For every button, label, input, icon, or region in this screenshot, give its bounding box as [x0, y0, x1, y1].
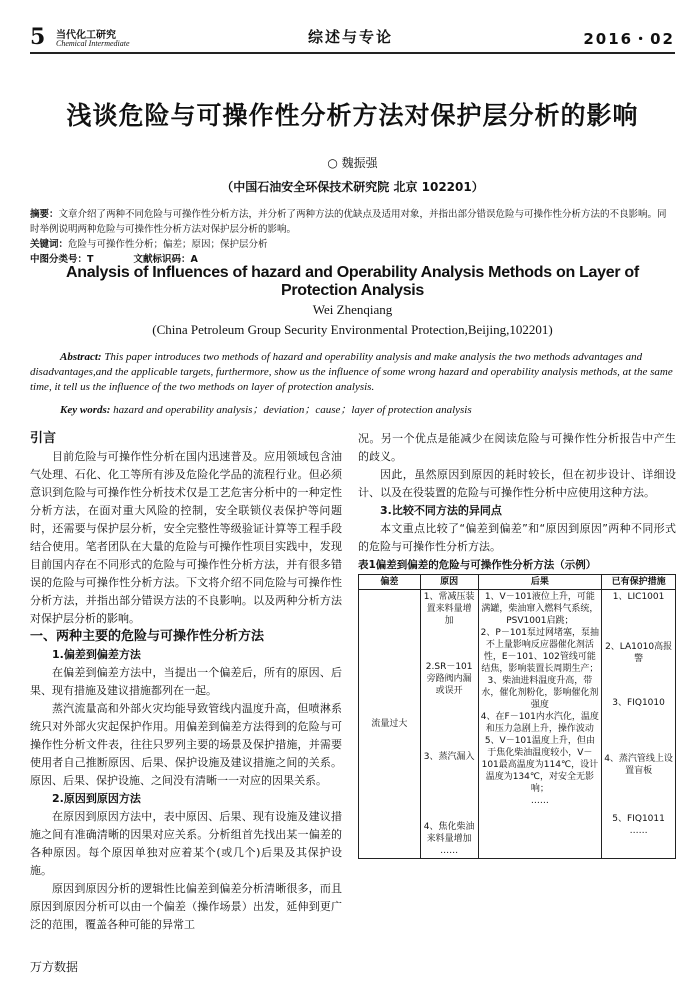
section3-heading: 3.比较不同方法的异同点: [380, 504, 502, 517]
clc-value: T: [87, 254, 94, 265]
keywords-cn-label: 关键词：: [30, 239, 69, 250]
page-number: 5: [30, 24, 46, 50]
consequences-cell: [478, 590, 602, 859]
causes-cell: [420, 590, 478, 859]
keywords-cn-text: 危险与可操作性分析；偏差；原因；保护层分析: [68, 239, 268, 250]
safeguard-item: 2、LA1010高报警: [605, 642, 673, 664]
table-row: [359, 590, 676, 859]
table-header-row: [359, 575, 676, 590]
abstract-cn-block: [30, 207, 675, 267]
safeguard-item: 3、FIQ1010: [612, 698, 665, 708]
safeguard-item: ……: [629, 826, 648, 836]
deviation-cell: 流量过大: [359, 590, 421, 859]
journal-name-en: Chemical Intermediate: [56, 39, 130, 48]
author-cn: ○ 魏振强: [327, 156, 378, 170]
abstract-en-text: This paper introduces two methods of hazard and operability analysis and make analysis the two methods advantages and disadvantages,and the applicable targets, furthermore, show us the influence of some wrong hazard and operability analysis methods, at the same time, it tell us the influence of the two methods on layer of protection analysis.: [30, 351, 673, 393]
cause-item: 4、焦化柴油来料量增加: [423, 822, 475, 844]
section1-1-paragraph-2: 蒸汽流量高和外部火灾均能导致管线内温度升高，但喷淋系统只对外部火灾起保护作用。用偏差到偏差方法得到的危险与可操作性分析文件表，往往只罗列主要的场景及保护措施，并需要使用者自己推断原因、后果、保护设施及建议措施之间的关系。原因、后果、保护设施、之间没有清晰一一对应的因果关系。: [30, 702, 342, 787]
keywords-en: [60, 401, 675, 417]
abstract-cn: [30, 207, 675, 237]
doc-code-value: A: [190, 254, 198, 265]
right-paragraph-2: 因此，虽然原因到原因的耗时较长，但在初步设计、详细设计、以及在役装置的危险与可操作性分析中应使用这种方法。: [358, 468, 676, 499]
keywords-en-text: hazard and operability analysis；deviation；cause；layer of protection analysis: [113, 404, 472, 416]
cause-item: 3、蒸汽漏入: [423, 752, 475, 762]
section1-2-paragraph-2: 原因到原因分析的逻辑性比偏差到偏差分析清晰很多，而且原因到原因分析可以由一个偏差（操作场景）出发，延伸到更广泛的范围，覆盖各种可能的异常工: [30, 882, 342, 931]
table-header-cell: 偏差: [359, 575, 421, 590]
table-header-cell: 已有保护措施: [602, 575, 676, 590]
clc-label: 中图分类号：: [30, 254, 88, 265]
abstract-en-label: Abstract:: [60, 351, 102, 363]
consequence-item: 1、V－101液位上升，可能满罐，柴油窜入燃料气系统，PSV1001启跳；: [481, 592, 599, 626]
consequence-item: ……: [530, 796, 549, 806]
left-column: [30, 430, 342, 934]
section1-1-heading: 1.偏差到偏差方法: [52, 648, 141, 661]
consequence-item: 2、P－101泵过网堵塞，泵抽不上量影响反应器催化剂活性，E－101、102管线可能结焦，影响装置长周期生产；: [480, 628, 600, 674]
section1-2-heading: 2.原因到原因方法: [52, 792, 141, 805]
keywords-cn: [30, 237, 675, 252]
cause-item: ……: [440, 846, 459, 856]
footer-watermark: 万方数据: [30, 960, 79, 974]
right-paragraph-3: 本文重点比较了“偏差到偏差”和“原因到原因”两种不同形式的危险与可操作性分析方法。: [358, 522, 676, 553]
table-header-cell: 后果: [478, 575, 602, 590]
intro-heading: 引言: [30, 431, 57, 446]
affiliation-en: (China Petroleum Group Security Environmental Protection,Beijing,102201): [152, 322, 553, 337]
safeguard-item: 1、LIC1001: [612, 592, 665, 602]
section-name: 综述与专论: [308, 28, 394, 46]
safeguard-item: 5、FIQ1011: [612, 814, 665, 824]
author-en: Wei Zhenqiang: [312, 302, 393, 317]
right-column: [358, 430, 676, 859]
section1-1-paragraph-1: 在偏差到偏差方法中，当提出一个偏差后，所有的原因、后果、现有措施及建议措施都列在一起。: [30, 666, 342, 697]
keywords-en-label: Key words:: [60, 404, 111, 416]
journal-name-cn: 当代化工研究: [56, 30, 116, 41]
safeguards-cell: [602, 590, 676, 859]
abstract-cn-text: 文章介绍了两种不同危险与可操作性分析方法，并分析了两种方法的优缺点及适用对象，并指出部分错误危险与可操作性分析方法的不良影响。同时举例说明两种危险与可操作性分析方法对保护层分析的影响。: [30, 209, 667, 235]
issue-date: 2016・02: [583, 30, 675, 48]
cause-item: 1、常减压装置来料量增加: [423, 592, 475, 626]
abstract-en: [30, 350, 675, 395]
table-caption: 表1偏差到偏差的危险与可操作性分析方法（示例）: [358, 559, 597, 571]
consequence-item: 5、V－101温度上升，但由于焦化柴油温度较小，V－101最高温度为114℃，设计温度为134℃，对安全无影响；: [481, 736, 599, 794]
section1-heading: 一、两种主要的危险与可操作性分析方法: [30, 629, 265, 644]
hazop-table: [358, 574, 676, 859]
title-cn: 浅谈危险与可操作性分析方法对保护层分析的影响: [66, 101, 639, 130]
cause-item: 2.SR－101旁路阀内漏或误开: [425, 662, 473, 696]
affiliation-cn: （中国石油安全环保技术研究院 北京 102201）: [221, 180, 484, 194]
title-en: Analysis of Influences of hazard and Operability Analysis Methods on Layer of Protection Analysis: [66, 264, 639, 299]
abstract-cn-label: 摘要：: [30, 209, 59, 220]
table-header-cell: 原因: [420, 575, 478, 590]
consequence-item: 4、在F－101内水汽化，温度和压力急剧上升，操作波动: [480, 712, 599, 734]
page-header: [30, 24, 675, 54]
intro-paragraph: 目前危险与可操作性分析在国内迅速普及。应用领域包含油气处理、石化、化工等所有涉及危险化学品的流程行业。但必须意识到危险与可操作性分析技术仅是工艺危害分析中的一种定性分析方法，在面对重大风险的控制，安全联锁仪表保护等问题时，还需要与保护层分析，安全完整性等级验证计算等工程手段结合使用。笔者团队在大量的危险与可操作性项目实践中，发现目前国内存在不同形式的危险与可操作性分析方法，并有很多错误的危险与可操作性分析方法。下文将介绍不同危险与可操作性分析方法，并指出部分错误方法的不良影响。以及两种分析方法对保护层分析的影响。: [30, 450, 342, 625]
safeguard-item: 4、蒸汽管线上设置盲板: [604, 754, 673, 776]
doc-code-label: 文献标识码：: [133, 254, 191, 265]
consequence-item: 3、柴油进料温度升高，带水，催化剂粉化，影响催化剂强度: [481, 676, 599, 710]
section1-2-paragraph-1: 在原因到原因方法中，表中原因、后果、现有设施及建议措施之间有准确清晰的因果对应关系。分析组首先找出某一偏差的各种原因。每个原因单独对应着某个(或几个)后果及其保护设施。: [30, 810, 342, 877]
right-paragraph-1: 况。另一个优点是能减少在阅读危险与可操作性分析报告中产生的歧义。: [358, 432, 676, 463]
